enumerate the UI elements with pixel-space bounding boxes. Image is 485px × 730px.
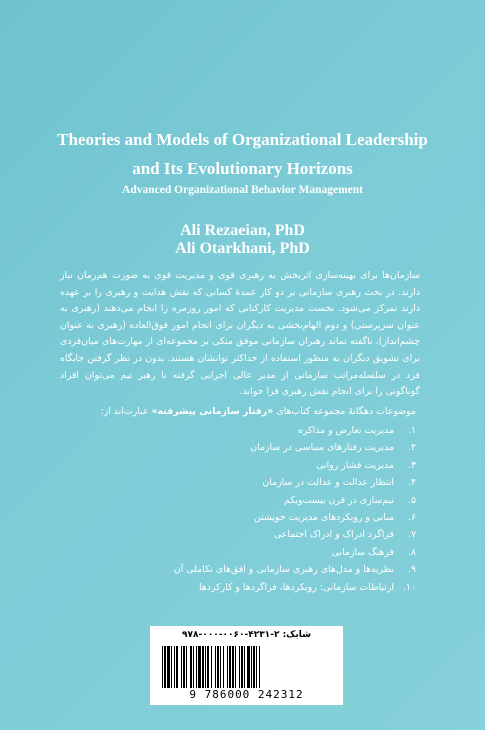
list-item bbox=[60, 439, 416, 456]
list-text: ارتباطات سازمانی: رویکردها، فراگردها و کارکردها bbox=[198, 581, 394, 593]
list-item bbox=[60, 544, 416, 561]
list-number: ۸. bbox=[407, 546, 416, 558]
list-number: ۴. bbox=[407, 477, 416, 489]
barcode-icon bbox=[162, 646, 331, 688]
list-number: ۵. bbox=[407, 494, 416, 506]
list-item bbox=[60, 474, 416, 491]
list-text: انتظار عدالت و عدالت در سازمان bbox=[262, 477, 394, 489]
list-item bbox=[60, 492, 416, 509]
list-text: فراگرد ادراک و ادراک اجتماعی bbox=[273, 529, 394, 541]
list-number: ۱. bbox=[407, 425, 416, 436]
series-list bbox=[60, 422, 416, 596]
list-item bbox=[60, 561, 416, 578]
author-1: Ali Rezaeian, PhD bbox=[180, 222, 305, 239]
series-intro bbox=[60, 406, 416, 417]
list-number: ۹. bbox=[407, 564, 416, 576]
title-line-2: and Its Evolutionary Horizons bbox=[132, 159, 353, 178]
series-name: «رفتار سازمانی پیشرفته» bbox=[151, 406, 274, 417]
list-number: ۷. bbox=[407, 529, 416, 541]
list-number: ۱۰. bbox=[402, 581, 416, 593]
list-item bbox=[60, 422, 416, 439]
isbn-label: شابک: ۲-۴۲۳۱-۰۰۶۰-۰۰۰-۹۷۸ bbox=[182, 630, 311, 640]
list-text: تیم‌سازی در قرن بیست‌ویکم bbox=[284, 494, 394, 506]
list-item bbox=[60, 526, 416, 543]
subtitle: Advanced Organizational Behavior Management bbox=[122, 184, 363, 196]
author-2: Ali Otarkhani, PhD bbox=[175, 240, 310, 257]
list-number: ۶. bbox=[407, 511, 416, 523]
list-text: مدیریت تعارض و مذاکره bbox=[298, 425, 394, 436]
list-text: مبانی و رویکردهای مدیریت خویشتن bbox=[253, 511, 394, 523]
list-item bbox=[60, 457, 416, 474]
list-item bbox=[60, 579, 416, 596]
list-text: مدیریت رفتارهای سیاسی در سازمان bbox=[250, 442, 394, 454]
intro-prefix: موضوعات دهگانهٔ مجموعه کتاب‌های bbox=[273, 406, 416, 417]
intro-suffix: عبارت‌اند از: bbox=[100, 406, 152, 417]
isbn-digits: 9 786000 242312 bbox=[189, 688, 304, 701]
title-line-1: Theories and Models of Organizational Leadership bbox=[57, 130, 428, 149]
list-number: ۳. bbox=[407, 459, 416, 471]
list-text: فرهنگ سازمانی bbox=[331, 546, 394, 558]
list-number: ۲. bbox=[407, 442, 416, 454]
list-item bbox=[60, 509, 416, 526]
description-paragraph: سازمان‌ها برای بهینه‌سازی اثربخش به رهبری قوی و مدیریت قوی به صورت هم‌زمان نیاز دارند. در بحث رهبری سازمانی بر دو کار عمدهٔ کسانی که نقش هدایت و رهبری را بر عهده دارند تمرکز می‌شود. نخست مدیریت کارکنانی که امور روزمره را انجام می‌دهند (رهبری به عنوان سرپرستی) و دوم الهام‌بخشی به دیگران برای انجام امور فوق‌العاده (رهبری به عنوان چشم‌انداز). ناگفته نماند رهبران سازمانی موفق متکی بر مجموعه‌ای از مهارت‌های میان‌فردی برای تشویق دیگران به منظور استفاده از حداکثر توانشان هستند. بدون در نظر گرفتن جایگاه فرد در سلسله‌مراتب سازمانی از مدیر عالی اجرایی گرفته تا رهبر تیم می‌توان افراد گوناگونی را برای انجام نقش رهبری فرا خواند. bbox=[60, 270, 420, 398]
list-text: نظریه‌ها و مدل‌های رهبری سازمانی و افق‌های تکاملی آن bbox=[173, 564, 394, 576]
barcode-box bbox=[150, 626, 343, 705]
list-text: مدیریت فشار روانی bbox=[316, 459, 394, 471]
